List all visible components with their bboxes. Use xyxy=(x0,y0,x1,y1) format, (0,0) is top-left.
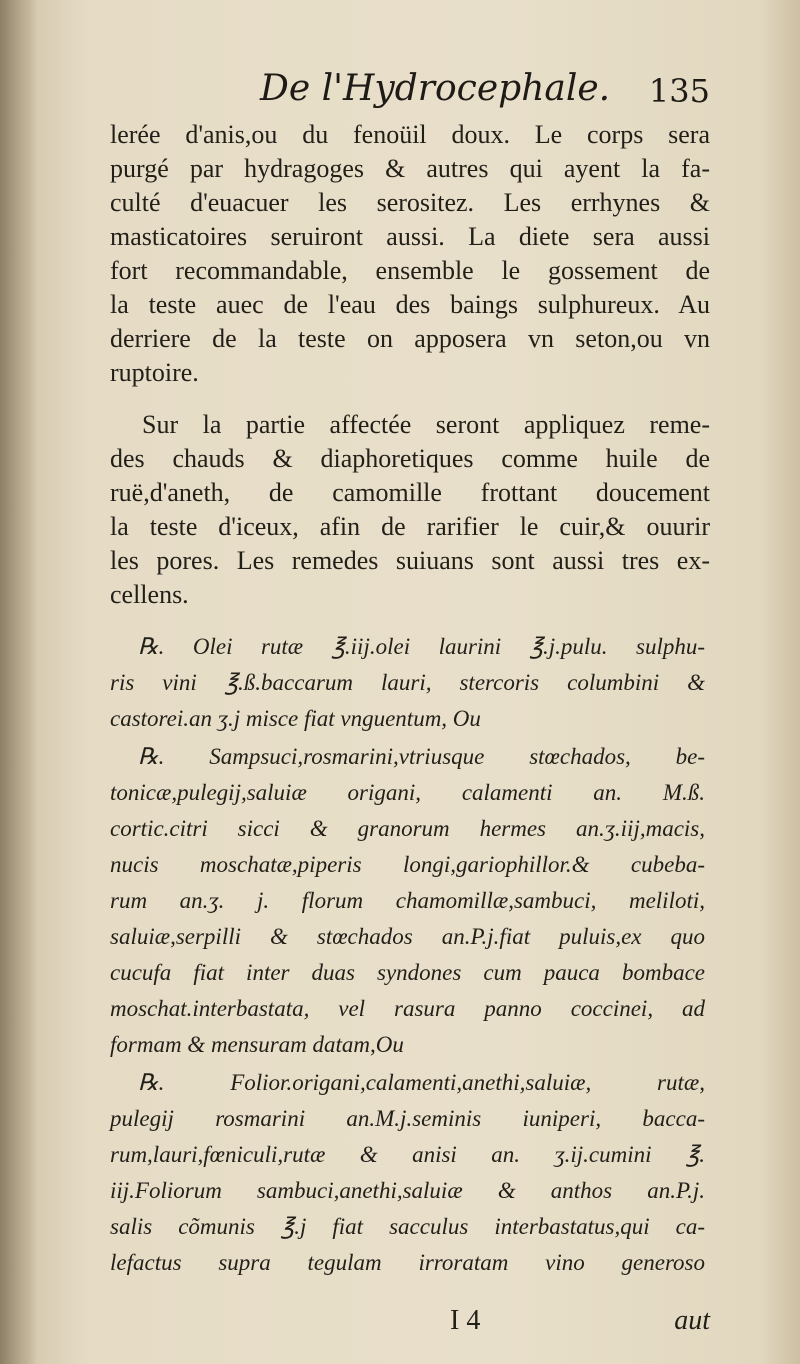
text-line: ruptoire. xyxy=(110,358,199,387)
text-line: derriere de la teste on apposera vn seton,ou vn xyxy=(110,324,710,353)
page-number: 135 xyxy=(648,72,710,110)
recipe-line: saluiæ,serpilli & stœchados an.P.j.fiat puluis,ex quo xyxy=(110,924,705,949)
recipe-line: lefactus supra tegulam irroratam vino generoso xyxy=(110,1250,705,1275)
text-line: Sur la partie affectée seront appliquez reme- xyxy=(142,410,710,439)
recipe-line: ℞. Sampsuci,rosmarini,vtriusque stœchados, be- xyxy=(138,744,705,769)
text-line: des chauds & diaphoretiques comme huile de xyxy=(110,444,710,473)
catchword: aut xyxy=(674,1305,710,1336)
recipe-line: salis cõmunis ℥.j fiat sacculus interbastatus,qui ca- xyxy=(110,1214,705,1239)
recipe-line: rum,lauri,fœniculi,rutæ & anisi an. ʒ.ij.cumini ℥. xyxy=(110,1142,705,1167)
binding-gutter xyxy=(0,0,36,1364)
recipe-line: formam & mensuram datam,Ou xyxy=(110,1032,404,1057)
signature-mark: I 4 xyxy=(450,1305,481,1336)
text-line: culté d'euacuer les serositez. Les errhynes & xyxy=(110,188,710,217)
text-line: lerée d'anis,ou du fenoüil doux. Le corps sera xyxy=(110,120,710,149)
text-line: la teste auec de l'eau des baings sulphureux. Au xyxy=(110,290,710,319)
recipe-line: ris vini ℥.ß.baccarum lauri, stercoris columbini & xyxy=(110,670,705,695)
recipe-line: cortic.citri sicci & granorum hermes an.ʒ.iij,macis, xyxy=(110,816,705,841)
running-head: De l'Hydrocephale. xyxy=(260,68,611,109)
text-line: les pores. Les remedes suiuans sont aussi tres ex- xyxy=(110,546,710,575)
recipe-line: nucis moschatæ,piperis longi,gariophillor.& cubeba- xyxy=(110,852,705,877)
text-line: fort recommandable, ensemble le gossement de xyxy=(110,256,710,285)
page-footer xyxy=(110,1305,710,1345)
recipe-line: rum an.ʒ. j. florum chamomillæ,sambuci, meliloti, xyxy=(110,888,705,913)
recipe-line: moschat.interbastata, vel rasura panno coccinei, ad xyxy=(110,996,705,1021)
recipe-line: ℞. Olei rutæ ℥.iij.olei laurini ℥.j.pulu. sulphu- xyxy=(138,634,705,659)
text-line: purgé par hydragoges & autres qui ayent la fa- xyxy=(110,154,710,183)
text-line: ruë,d'aneth, de camomille frottant doucement xyxy=(110,478,710,507)
recipe-line: tonicæ,pulegij,saluiæ origani, calamenti an. M.ß. xyxy=(110,780,705,805)
recipe-line: ℞. Folior.origani,calamenti,anethi,saluiæ, rutæ, xyxy=(138,1070,705,1095)
recipe-line: castorei.an ʒ.j misce fiat vnguentum, Ou xyxy=(110,706,481,731)
recipe-line: pulegij rosmarini an.M.j.seminis iuniperi, bacca- xyxy=(110,1106,705,1131)
page-header xyxy=(110,68,710,118)
recipe-line: iij.Foliorum sambuci,anethi,saluiæ & anthos an.P.j. xyxy=(110,1178,705,1203)
recipe-line: cucufa fiat inter duas syndones cum pauca bombace xyxy=(110,960,705,985)
text-line: masticatoires seruiront aussi. La diete sera aussi xyxy=(110,222,710,251)
text-line: cellens. xyxy=(110,580,189,609)
text-line: la teste d'iceux, afin de rarifier le cuir,& ouurir xyxy=(110,512,710,541)
